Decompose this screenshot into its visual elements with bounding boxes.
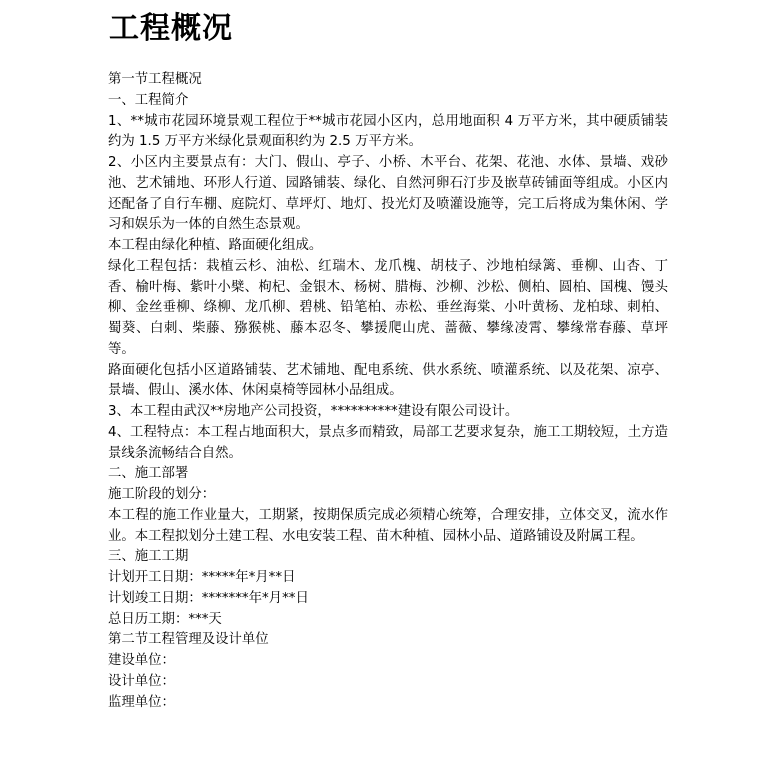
paragraph-location: 1、**城市花园环境景观工程位于**城市花园小区内，总用地面积 4 万平方米，其中硬质铺装约为 1.5 万平方米绿化景观面积约为 2.5 万平方米。	[108, 113, 668, 150]
paragraph-features: 4、工程特点：本工程占地面积大，景点多而精致，局部工艺要求复杂，施工工期较短，土方造景线条流畅结合自然。	[108, 424, 668, 461]
paragraph-end-date: 计划竣工日期：*******年*月**日	[108, 590, 309, 606]
document-body	[108, 70, 668, 713]
paragraph-supervisor: 监理单位：	[108, 694, 175, 710]
paragraph-builder: 建设单位：	[108, 653, 175, 668]
paragraph-workload: 本工程的施工作业量大，工期紧，按期保质完成必须精心统筹，合理安排，立体交叉，流水作业。本工程拟划分土建工程、水电安装工程、苗木种植、园林小品、道路铺设及附属工程。	[108, 507, 668, 544]
paragraph-designer: 设计单位：	[108, 673, 175, 689]
paragraph-scenic-spots: 2、小区内主要景点有：大门、假山、亭子、小桥、木平台、花架、花池、水体、景墙、戏砂池、艺术铺地、环形人行道、园路铺装、绿化、自然河卵石汀步及嵌草砖铺面等组成。小区内还配备了自行车棚、庭院灯、草坪灯、地灯、投光灯及喷灌设施等，完工后将成为集休闲、学习和娱乐为一体的自然生态景观。	[108, 155, 668, 233]
paragraph-greening: 绿化工程包括：栽植云杉、油松、红瑞木、龙爪槐、胡枝子、沙地柏绿篱、垂柳、山杏、丁香、榆叶梅、紫叶小檗、枸杞、金银木、杨树、腊梅、沙柳、沙松、侧柏、圆柏、国槐、馒头柳、金丝垂柳、绦柳、龙爪柳、碧桃、铅笔柏、赤松、垂丝海棠、小叶黄杨、龙柏球、刺柏、蜀葵、白刺、柴藤、猕猴桃、藤本忍冬、攀援爬山虎、蔷薇、攀缘凌霄、攀缘常春藤、草坪等。	[108, 258, 668, 357]
subsection-heading-intro: 一、工程简介	[108, 92, 189, 108]
paragraph-hardening: 路面硬化包括小区道路铺装、艺术铺地、配电系统、供水系统、喷灌系统、以及花架、凉亭、景墙、假山、溪水体、休闲桌椅等园林小品组成。	[108, 362, 668, 399]
document-title: 工程概况	[109, 11, 233, 46]
paragraph-start-date: 计划开工日期：*****年*月**日	[108, 570, 296, 585]
section-heading-2: 第二节工程管理及设计单位	[108, 632, 269, 648]
paragraph-phase-division: 施工阶段的划分：	[108, 487, 216, 502]
subsection-heading-deployment: 二、施工部署	[108, 466, 189, 482]
section-heading-1: 第一节工程概况	[108, 72, 202, 87]
paragraph-investor: 3、本工程由武汉**房地产公司投资，**********建设有限公司设计。	[108, 404, 519, 419]
paragraph-total-days: 总日历工期：***天	[108, 611, 222, 627]
subsection-heading-schedule: 三、施工工期	[108, 549, 189, 565]
paragraph-composition: 本工程由绿化种植、路面硬化组成。	[108, 238, 323, 253]
